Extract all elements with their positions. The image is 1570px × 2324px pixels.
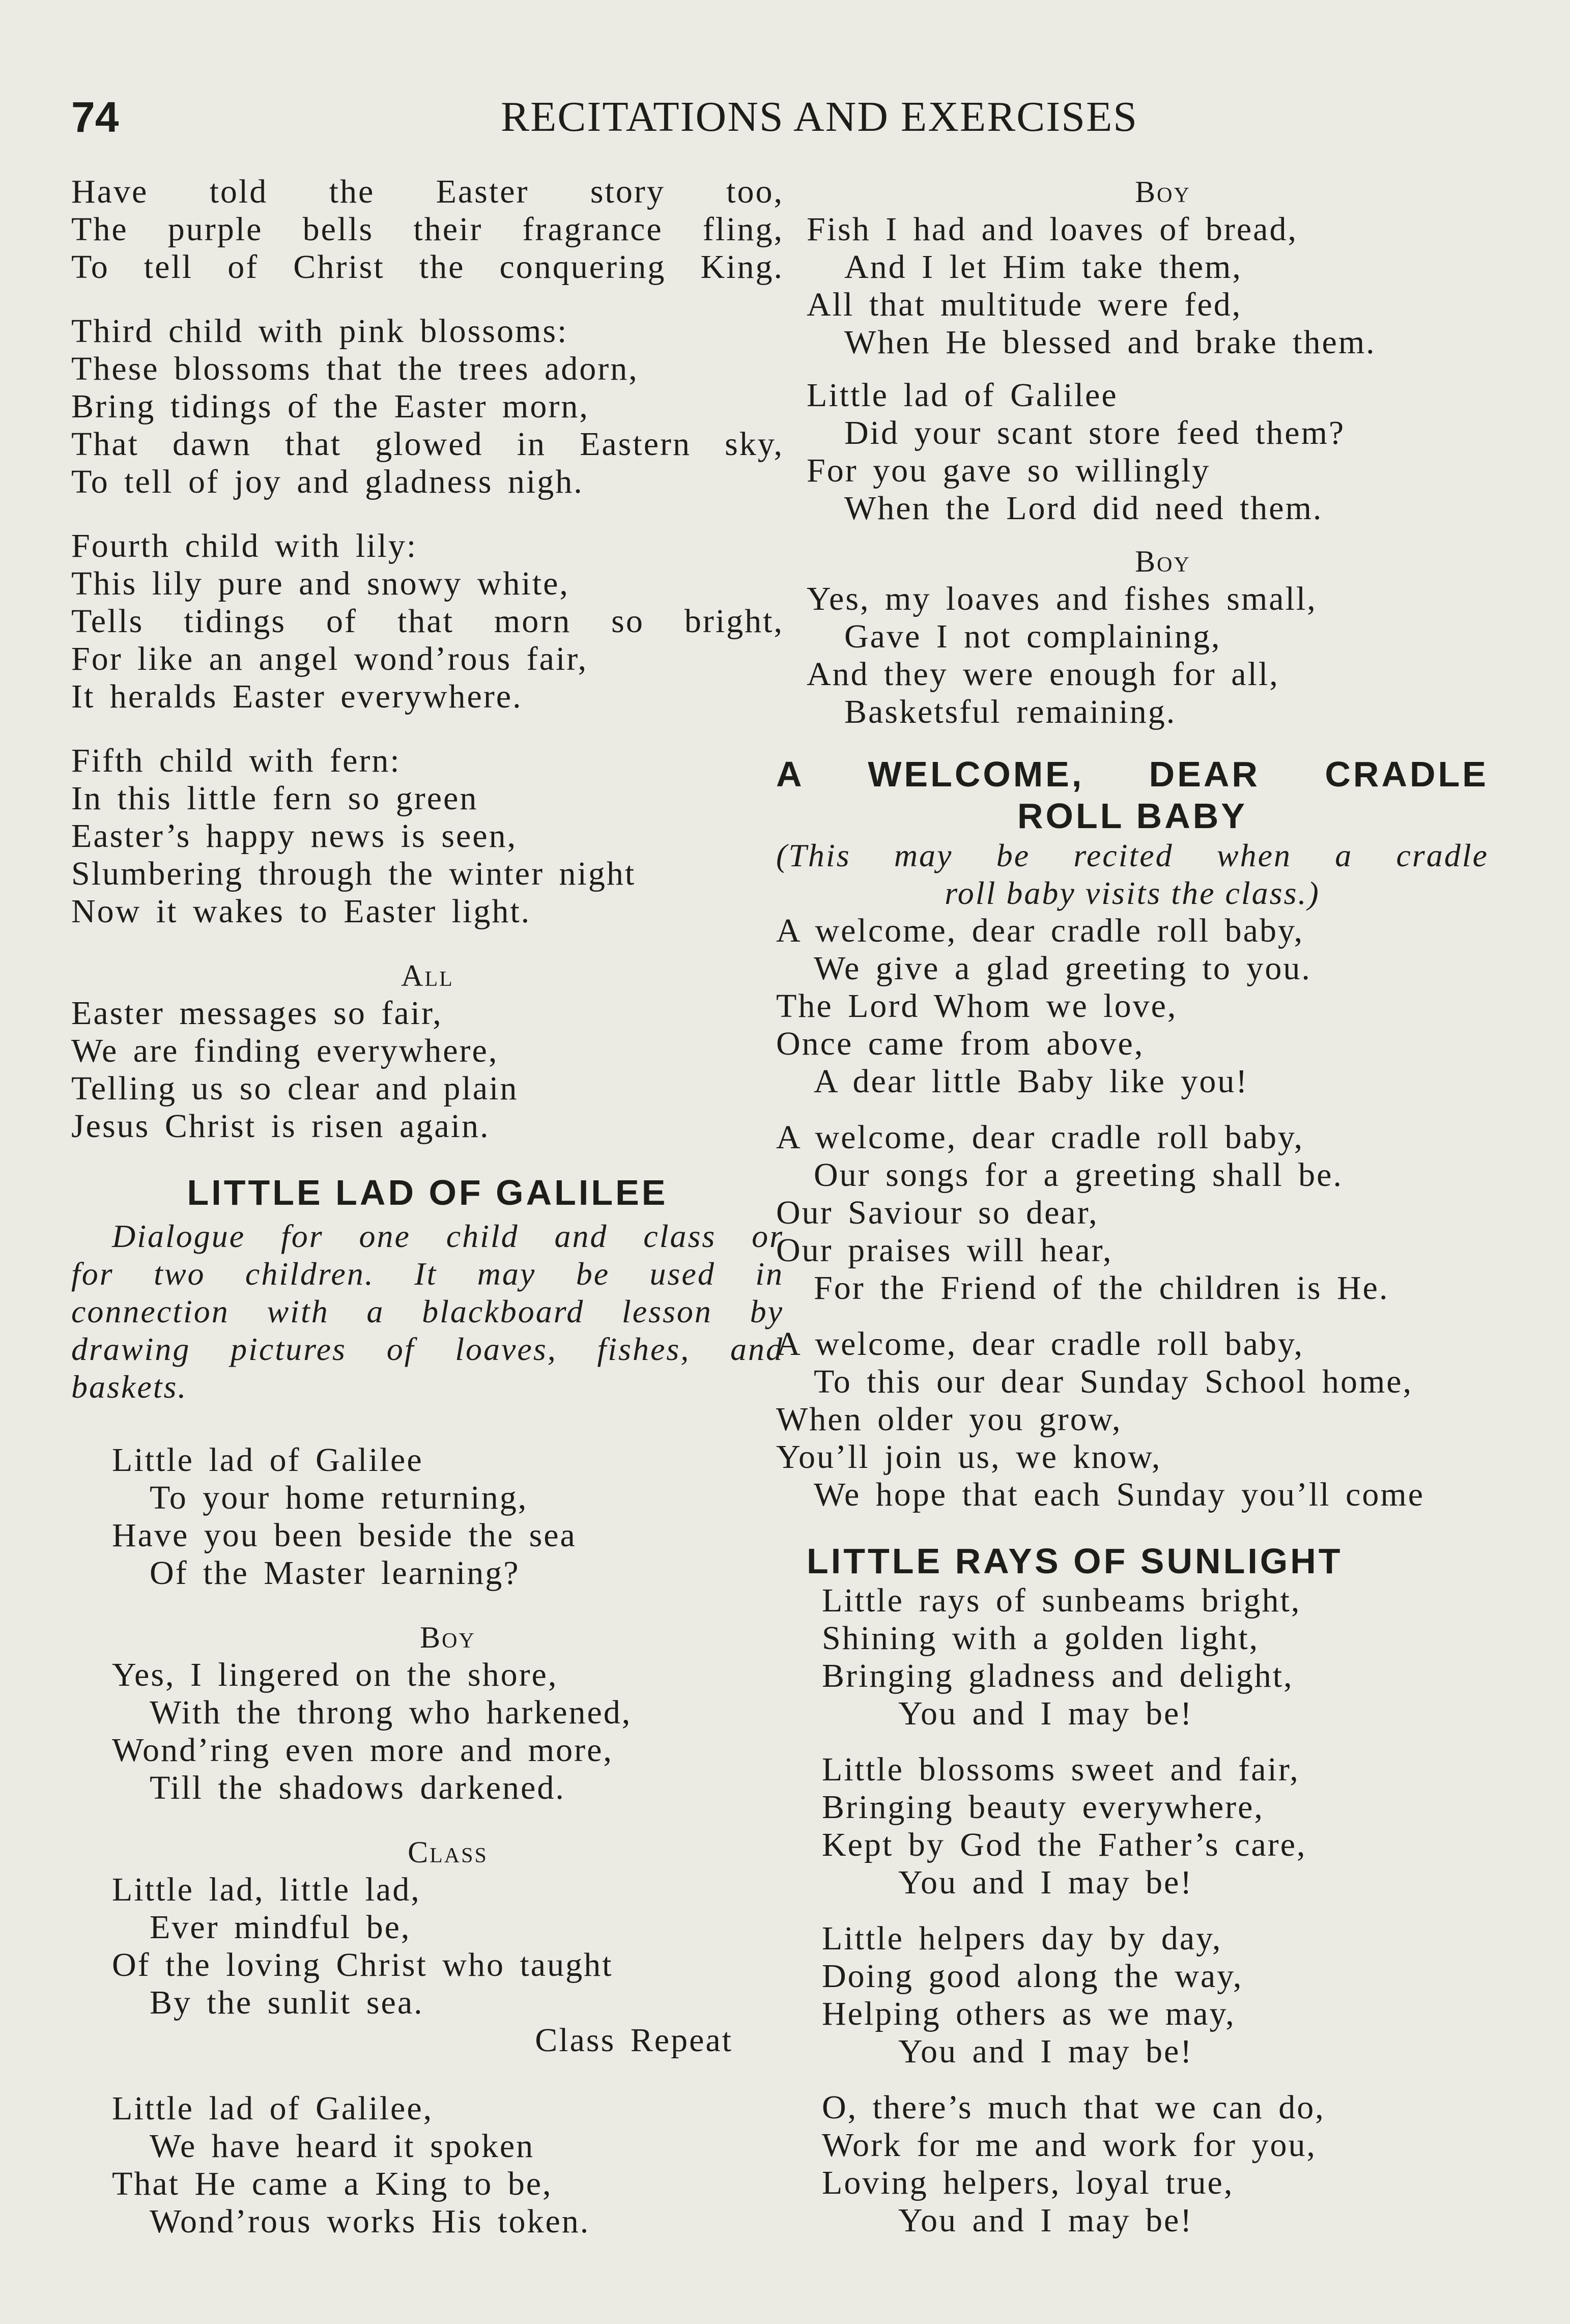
section-title: LITTLE RAYS OF SUNLIGHT	[807, 1541, 1343, 1581]
verse-line: These blossoms that the trees adorn,	[71, 350, 639, 387]
verse-line: We hope that each Sunday you’ll come	[814, 1476, 1425, 1513]
verse-line: O, there’s much that we can do,	[822, 2089, 1325, 2126]
stanza-class-third	[807, 377, 1519, 527]
verse-line: Wond’rous works His token.	[150, 2203, 590, 2240]
verse-line: Fish I had and loaves of bread,	[807, 211, 1298, 248]
verse-line: Yes, I lingered on the shore,	[112, 1656, 558, 1693]
verse-line: For you gave so willingly	[807, 452, 1211, 489]
verse-line: Shining with a golden light,	[822, 1620, 1260, 1657]
verse-line: And I let Him take them,	[844, 248, 1242, 286]
verse-line: Now it wakes to Easter light.	[71, 893, 531, 930]
verse-line: Little lad of Galilee,	[112, 2090, 434, 2127]
verse-line: Of the loving Christ who taught	[112, 1946, 613, 1983]
verse-line: It heralds Easter everywhere.	[71, 678, 523, 715]
note-line: roll baby visits the class.)	[945, 875, 1320, 911]
verse-line: We give a glad greeting to you.	[814, 950, 1311, 987]
speaker-label: Boy	[1135, 545, 1191, 578]
verse-line: The purple bells their fragrance fling,	[71, 211, 784, 248]
verse-line: Little lad of Galilee	[112, 1441, 423, 1479]
verse-line: A welcome, dear cradle roll baby,	[776, 1119, 1304, 1156]
running-head	[71, 89, 1506, 145]
verse-line: Work for me and work for you,	[822, 2127, 1317, 2164]
verse-line: To this our dear Sunday School home,	[814, 1363, 1413, 1400]
verse-line: Basketsful remaining.	[844, 693, 1177, 730]
note-line: Dialogue for one child and class or	[112, 1218, 784, 1254]
verse-line: Bringing gladness and delight,	[822, 1657, 1294, 1694]
verse-line: Bring tidings of the Easter morn,	[71, 388, 589, 425]
stanza-boy-first	[71, 1619, 784, 1807]
stanza-class-first	[71, 1833, 784, 2059]
verse-line: Our songs for a greeting shall be.	[814, 1156, 1343, 1194]
section-title-line2: ROLL BABY	[1017, 796, 1248, 836]
stanza-boy-second	[807, 173, 1519, 361]
verse-line: And they were enough for all,	[807, 656, 1279, 693]
verse-line: Bringing beauty everywhere,	[822, 1789, 1264, 1826]
verse-line: This lily pure and snowy white,	[71, 565, 569, 602]
sunlight-stanza	[822, 1751, 1519, 1902]
verse-line: Yes, my loaves and fishes small,	[807, 580, 1317, 617]
running-head-text: RECITATIONS AND EXERCISES	[500, 93, 1138, 140]
verse-line: Jesus Christ is risen again.	[71, 1108, 490, 1145]
verse-line: The Lord Whom we love,	[776, 987, 1178, 1025]
stanza-fifth-child	[71, 742, 784, 930]
speaker-label: All	[401, 959, 454, 993]
left-column	[71, 173, 784, 2267]
verse-line: Wond’ring even more and more,	[112, 1732, 613, 1769]
note-line: drawing pictures of loaves, fishes, and	[71, 1331, 784, 1367]
verse-line: Easter messages so fair,	[71, 995, 443, 1032]
verse-line: That dawn that glowed in Eastern sky,	[71, 426, 784, 463]
verse-line: Till the shadows darkened.	[150, 1769, 565, 1806]
verse-line: To tell of Christ the conquering King.	[71, 248, 784, 286]
verse-line: By the sunlit sea.	[150, 1984, 424, 2021]
verse-line: Loving helpers, loyal true,	[822, 2164, 1234, 2201]
verse-line: We have heard it spoken	[150, 2128, 535, 2165]
verse-line: Once came from above,	[776, 1025, 1145, 1062]
sunlight-stanza	[822, 2089, 1519, 2240]
verse-line: Telling us so clear and plain	[71, 1070, 519, 1107]
verse-line: Our praises will hear,	[776, 1232, 1113, 1269]
welcome-stanza	[776, 1325, 1489, 1514]
stanza-all	[71, 957, 784, 1145]
stanza-class-second	[71, 2090, 784, 2241]
verse-line: A welcome, dear cradle roll baby,	[776, 912, 1304, 949]
note-line: for two children. It may be used in	[71, 1256, 784, 1292]
verse-line: With the throng who harkened,	[150, 1694, 632, 1731]
stanza-third-child	[71, 313, 784, 501]
repeat-cue: Class Repeat	[535, 2022, 733, 2059]
stanza-fourth-child	[71, 527, 784, 716]
stage-cue: Fifth child with fern:	[71, 742, 401, 779]
verse-line: When He blessed and brake them.	[844, 324, 1376, 361]
verse-line: When the Lord did need them.	[844, 490, 1323, 527]
section-title: LITTLE LAD OF GALILEE	[187, 1173, 668, 1212]
note-line: baskets.	[71, 1369, 188, 1405]
section-title: A WELCOME, DEAR CRADLE	[776, 754, 1489, 794]
refrain-line: You and I may be!	[898, 2202, 1193, 2239]
welcome-stanza	[776, 1119, 1489, 1307]
sunlight-section	[807, 1540, 1519, 2240]
verse-line: For the Friend of the children is He.	[814, 1269, 1389, 1307]
stanza-boy-third	[807, 543, 1519, 731]
verse-line: We are finding everywhere,	[71, 1032, 499, 1069]
verse-line: Have told the Easter story too,	[71, 173, 784, 210]
dialogue-note	[71, 1217, 784, 1406]
refrain-line: You and I may be!	[898, 1864, 1193, 1901]
page-number: 74	[71, 93, 119, 141]
verse-line: Gave I not complaining,	[844, 618, 1221, 655]
note-line: connection with a blackboard lesson by	[71, 1293, 784, 1329]
verse-line: To your home returning,	[150, 1479, 528, 1516]
verse-line: To tell of joy and gladness nigh.	[71, 463, 584, 500]
speaker-label: Class	[408, 1835, 488, 1869]
verse-line: Did your scant store feed them?	[844, 414, 1346, 451]
speaker-label: Boy	[420, 1621, 476, 1654]
stage-cue: Fourth child with lily:	[71, 527, 418, 564]
welcome-stanza	[776, 912, 1489, 1100]
welcome-section	[776, 753, 1489, 1514]
verse-line: Tells tidings of that morn so bright,	[71, 603, 784, 640]
verse-line: A dear little Baby like you!	[814, 1063, 1249, 1100]
stanza-continuation	[71, 173, 784, 286]
stage-cue: Third child with pink blossoms:	[71, 313, 568, 350]
sunlight-stanza	[822, 1920, 1519, 2071]
sunlight-stanza	[822, 1582, 1519, 1733]
stanza-class-opening	[71, 1441, 784, 1592]
verse-line: That He came a King to be,	[112, 2165, 553, 2202]
verse-line: Helping others as we may,	[822, 1995, 1236, 2032]
refrain-line: You and I may be!	[898, 1695, 1193, 1732]
verse-line: Little lad of Galilee	[807, 377, 1118, 414]
verse-line: Slumbering through the winter night	[71, 855, 636, 892]
verse-line: All that multitude were fed,	[807, 286, 1242, 323]
verse-line: For like an angel wond’rous fair,	[71, 640, 588, 677]
verse-line: Little rays of sunbeams bright,	[822, 1582, 1301, 1619]
verse-line: When older you grow,	[776, 1401, 1122, 1438]
refrain-line: You and I may be!	[898, 2033, 1193, 2070]
right-column	[776, 173, 1519, 2266]
speaker-label: Boy	[1135, 175, 1191, 209]
page-header	[71, 89, 1506, 150]
verse-line: Of the Master learning?	[150, 1554, 520, 1592]
verse-line: A welcome, dear cradle roll baby,	[776, 1325, 1304, 1363]
verse-line: Ever mindful be,	[150, 1909, 411, 1946]
note-line: (This may be recited when a cradle	[776, 837, 1489, 873]
verse-line: Easter’s happy news is seen,	[71, 817, 518, 855]
verse-line: Little lad, little lad,	[112, 1871, 421, 1908]
verse-line: Little helpers day by day,	[822, 1920, 1222, 1957]
verse-line: Doing good along the way,	[822, 1958, 1243, 1995]
verse-line: Have you been beside the sea	[112, 1517, 577, 1554]
verse-line: Our Saviour so dear,	[776, 1194, 1099, 1231]
verse-line: You’ll join us, we know,	[776, 1438, 1162, 1476]
verse-line: Little blossoms sweet and fair,	[822, 1751, 1300, 1788]
verse-line: In this little fern so green	[71, 780, 478, 817]
verse-line: Kept by God the Father’s care,	[822, 1826, 1307, 1863]
